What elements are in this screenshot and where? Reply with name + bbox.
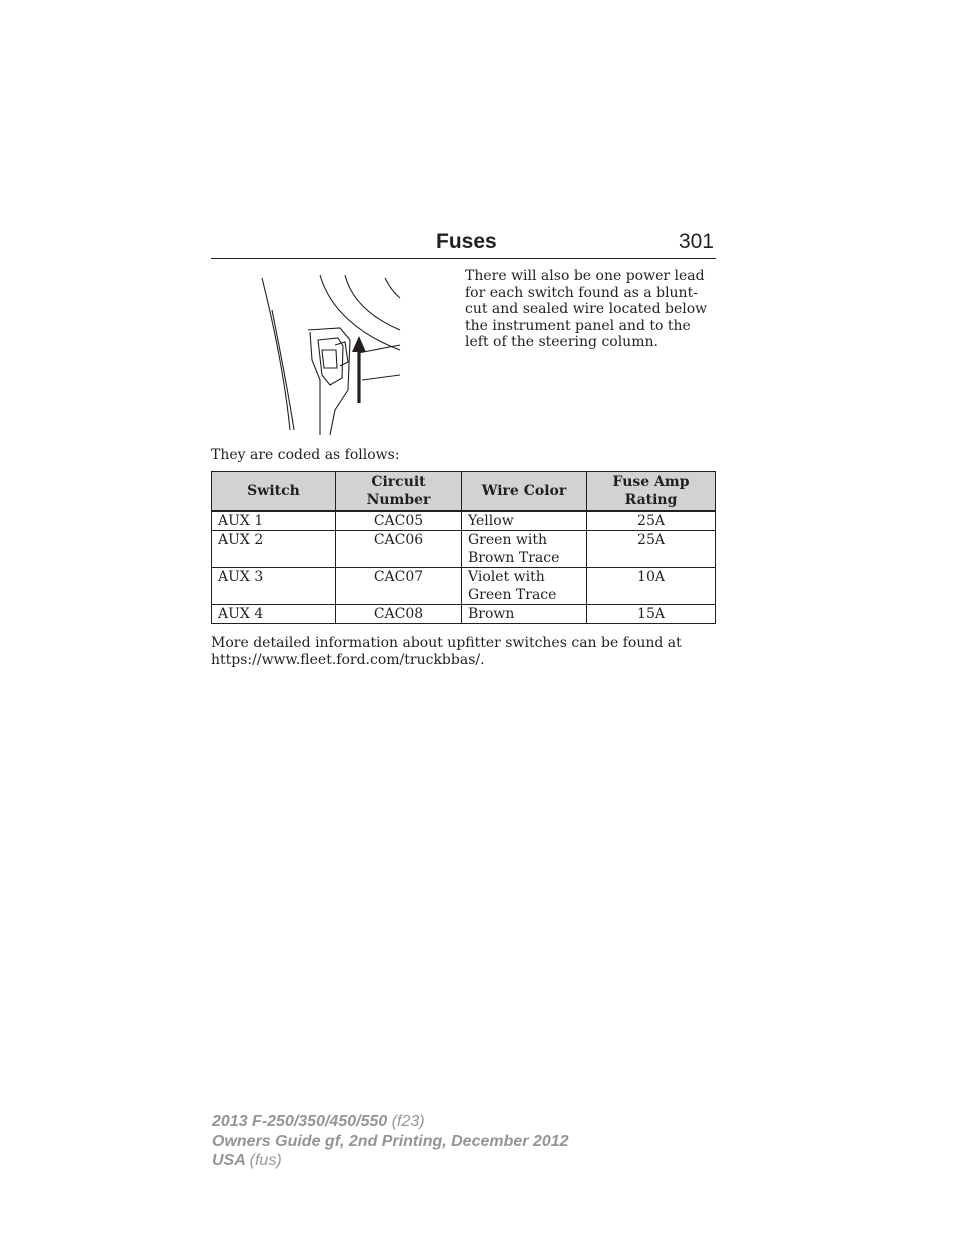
model-name: 2013 F-250/350/450/550: [212, 1113, 388, 1130]
cell-circuit: CAC06: [336, 531, 462, 568]
document-info-footer: [212, 1112, 569, 1171]
market-name: USA: [212, 1152, 246, 1169]
cell-switch: AUX 2: [212, 531, 336, 568]
cell-fuse: 25A: [587, 531, 716, 568]
col-header-switch: Switch: [212, 472, 336, 512]
section-title: Fuses: [436, 230, 497, 253]
col-header-wire-color: Wire Color: [462, 472, 587, 512]
cell-switch: AUX 3: [212, 568, 336, 605]
col-header-circuit-number: Circuit Number: [336, 472, 462, 512]
table-row: [212, 511, 716, 531]
fleet-url-link[interactable]: https://www.fleet.ford.com/truckbbas/.: [211, 652, 485, 668]
more-info-text: More detailed information about upfitter switches can be found at: [211, 635, 682, 651]
cell-fuse: 10A: [587, 568, 716, 605]
market-code: (fus): [249, 1152, 282, 1169]
cell-wire-color: Brown: [462, 605, 587, 624]
intro-text: They are coded as follows:: [211, 447, 400, 463]
page-header: [211, 228, 716, 259]
col-header-fuse-amp-rating: Fuse Amp Rating: [587, 472, 716, 512]
more-info-paragraph: [211, 635, 721, 669]
instrument-panel-illustration: [250, 270, 410, 435]
table-row: [212, 568, 716, 605]
cell-switch: AUX 4: [212, 605, 336, 624]
cell-wire-color: Green with Brown Trace: [462, 531, 587, 568]
cell-fuse: 25A: [587, 511, 716, 531]
page-number: 301: [678, 230, 714, 253]
table-header-row: [212, 472, 716, 512]
model-code: (f23): [391, 1113, 425, 1130]
printing-info: Owners Guide gf, 2nd Printing, December 2012: [212, 1132, 569, 1150]
cell-switch: AUX 1: [212, 511, 336, 531]
table-row: [212, 531, 716, 568]
cell-circuit: CAC07: [336, 568, 462, 605]
table-row: [212, 605, 716, 624]
switch-code-table: [211, 471, 716, 624]
cell-wire-color: Yellow: [462, 511, 587, 531]
cell-wire-color: Violet with Green Trace: [462, 568, 587, 605]
cell-circuit: CAC05: [336, 511, 462, 531]
cell-circuit: CAC08: [336, 605, 462, 624]
cell-fuse: 15A: [587, 605, 716, 624]
power-lead-paragraph: There will also be one power lead for each switch found as a blunt-cut and sealed wire located below the instrument panel and to the left of the steering column.: [465, 268, 708, 350]
